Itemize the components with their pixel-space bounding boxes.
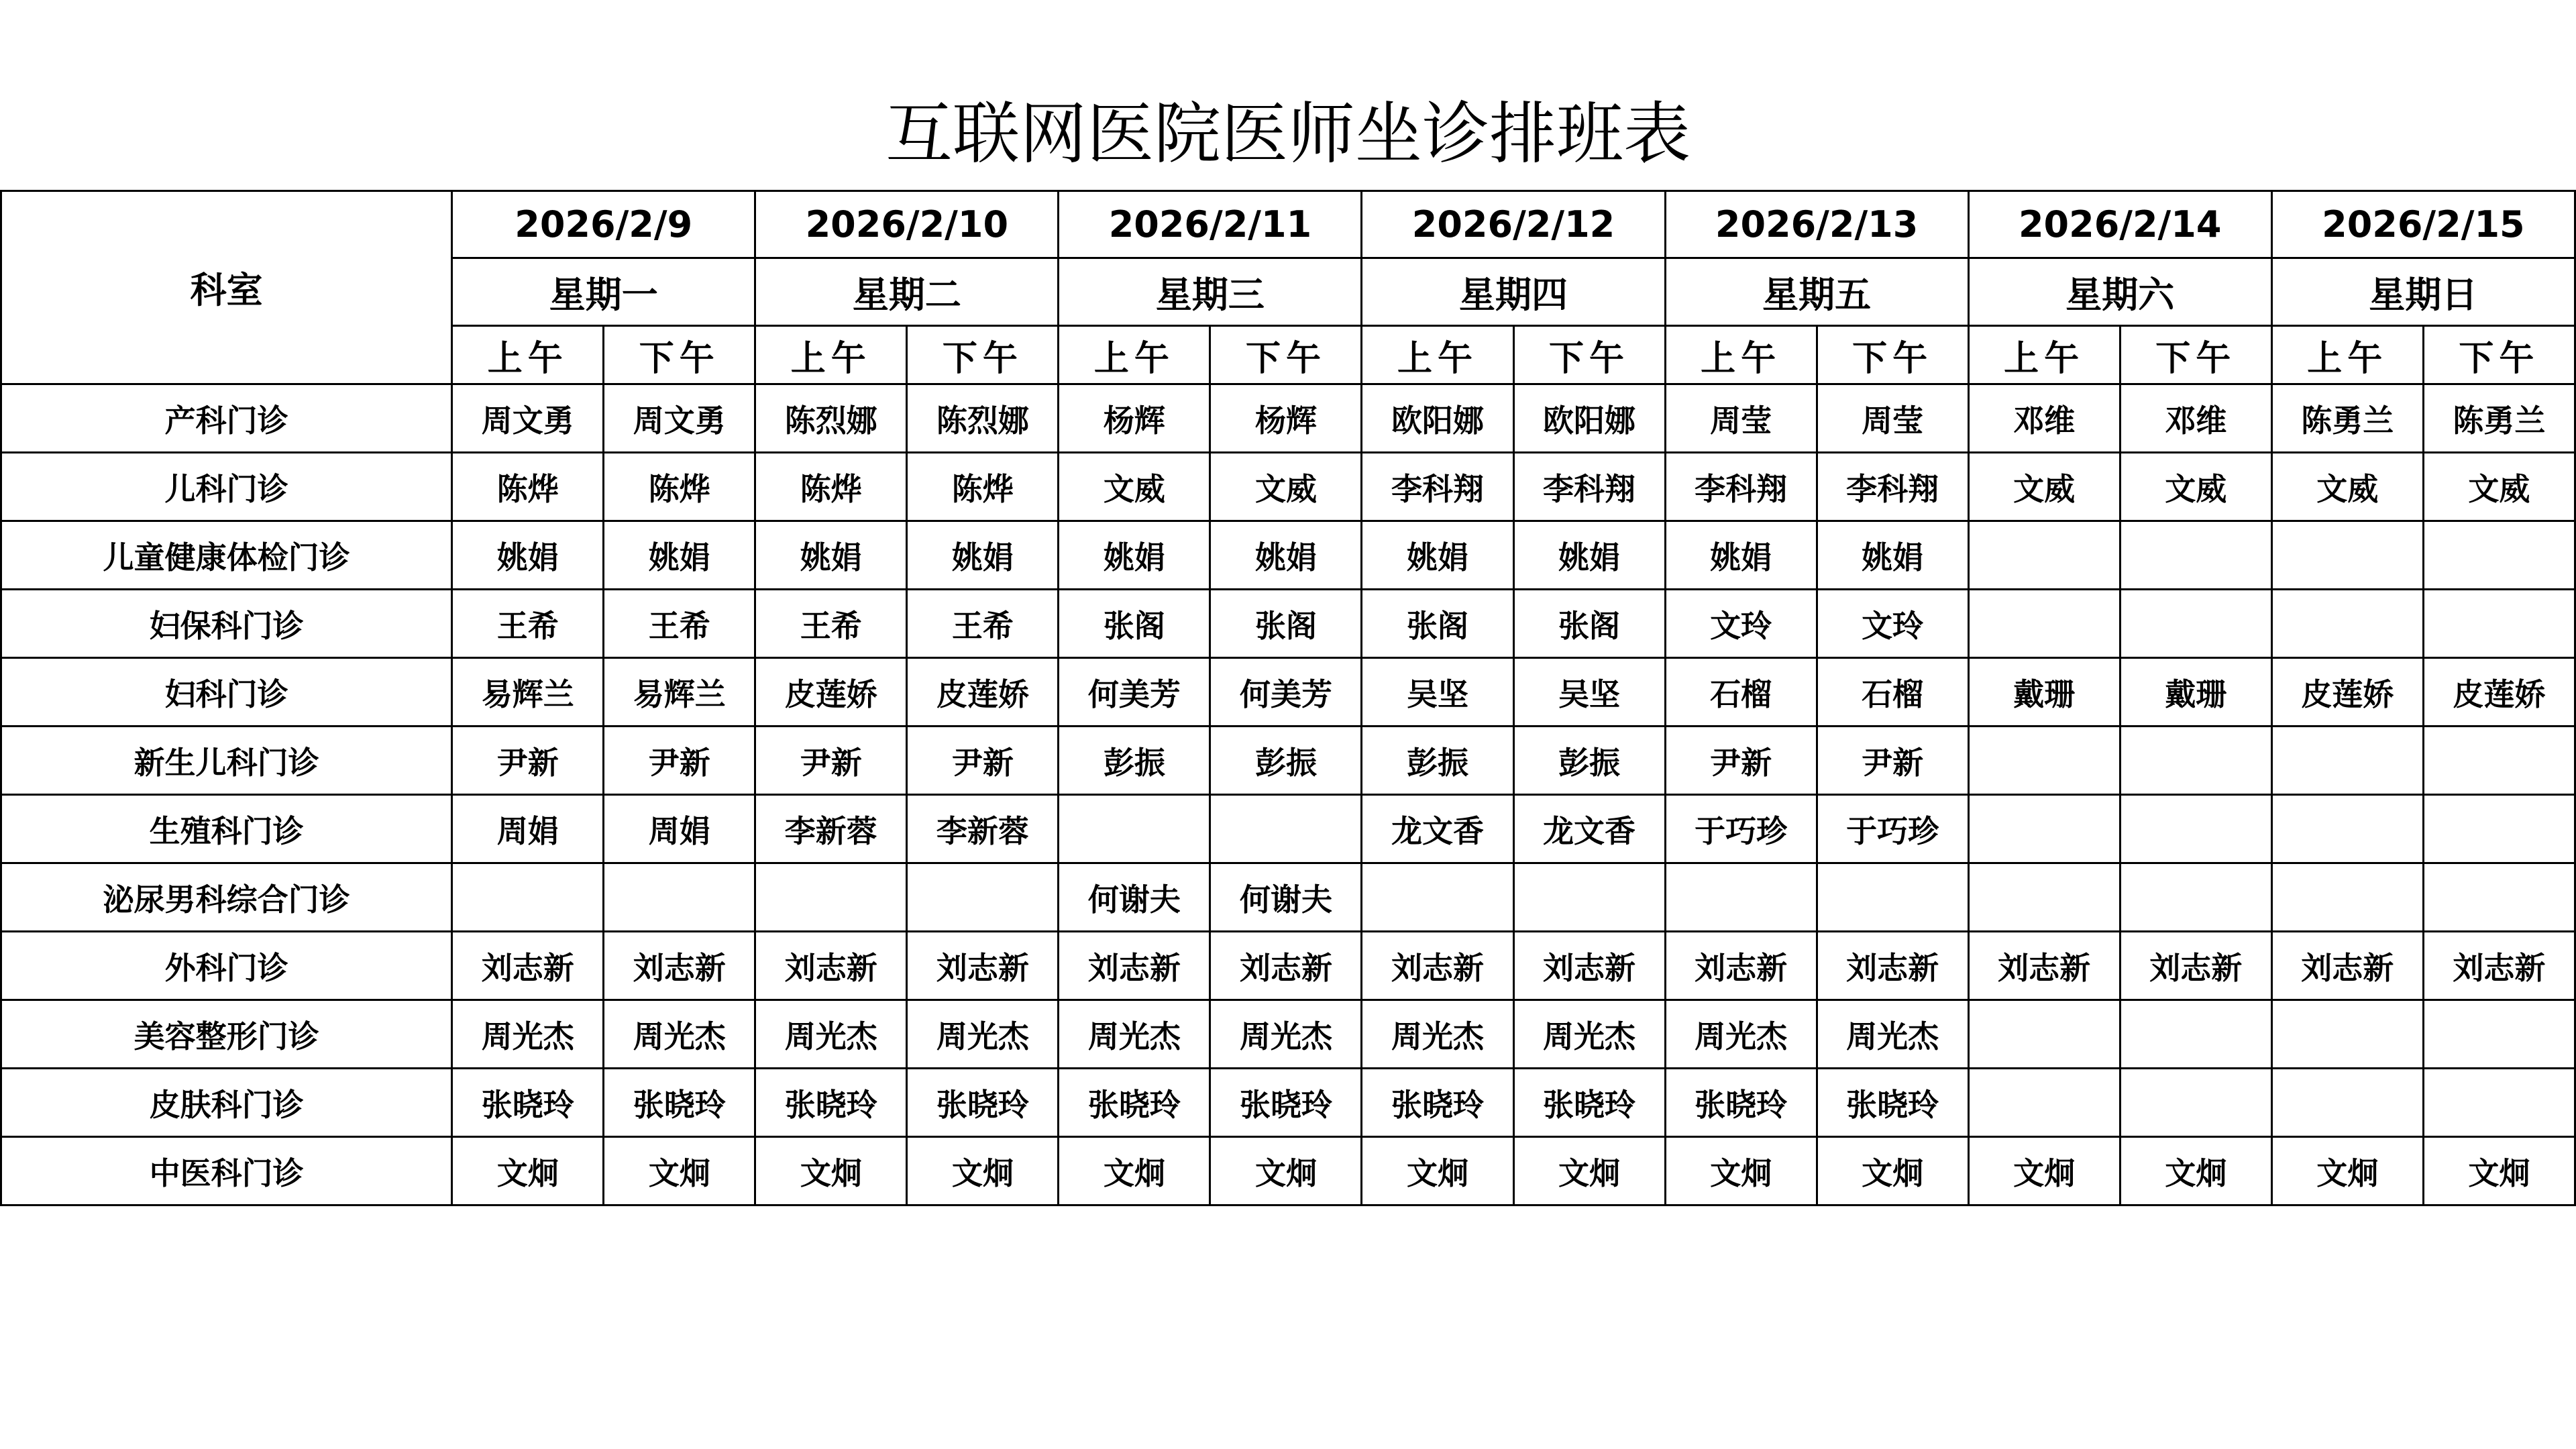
doctor-cell (2423, 1069, 2575, 1137)
doctor-cell: 王希 (452, 590, 604, 658)
doctor-cell (1059, 795, 1210, 863)
doctor-cell: 刘志新 (907, 932, 1059, 1000)
doctor-cell: 尹新 (1817, 727, 1968, 795)
doctor-cell (2271, 727, 2423, 795)
weekday-header: 星期一 (452, 258, 755, 326)
dept-name-cell: 妇科门诊 (1, 658, 452, 727)
doctor-cell: 陈勇兰 (2271, 384, 2423, 453)
doctor-cell: 周光杰 (1210, 1000, 1362, 1069)
doctor-cell: 刘志新 (1362, 932, 1513, 1000)
doctor-cell: 何美芳 (1210, 658, 1362, 727)
table-row (1, 1137, 2575, 1205)
doctor-cell (2423, 590, 2575, 658)
morning-header: 上午 (1362, 326, 1513, 384)
doctor-cell: 刘志新 (755, 932, 907, 1000)
weekday-header: 星期五 (1665, 258, 1968, 326)
doctor-cell (2120, 863, 2271, 932)
doctor-cell: 何美芳 (1059, 658, 1210, 727)
doctor-cell: 戴珊 (2120, 658, 2271, 727)
doctor-cell: 张晓玲 (1059, 1069, 1210, 1137)
doctor-cell (2120, 795, 2271, 863)
table-row (1, 932, 2575, 1000)
doctor-cell (1968, 1000, 2120, 1069)
doctor-cell: 文炯 (1059, 1137, 1210, 1205)
doctor-cell: 姚娟 (755, 521, 907, 590)
morning-header: 上午 (452, 326, 604, 384)
doctor-cell: 张阁 (1513, 590, 1665, 658)
doctor-cell: 尹新 (452, 727, 604, 795)
date-header: 2026/2/11 (1059, 191, 1362, 258)
doctor-cell: 姚娟 (604, 521, 755, 590)
weekday-header: 星期日 (2271, 258, 2575, 326)
doctor-cell (2271, 1000, 2423, 1069)
doctor-cell: 文威 (1210, 453, 1362, 521)
afternoon-header: 下午 (907, 326, 1059, 384)
doctor-cell: 欧阳娜 (1513, 384, 1665, 453)
doctor-cell: 文威 (1059, 453, 1210, 521)
doctor-cell: 周光杰 (907, 1000, 1059, 1069)
dept-name-cell: 皮肤科门诊 (1, 1069, 452, 1137)
doctor-cell: 刘志新 (2423, 932, 2575, 1000)
dept-name-cell: 儿童健康体检门诊 (1, 521, 452, 590)
doctor-cell: 周娟 (604, 795, 755, 863)
doctor-cell: 彭振 (1513, 727, 1665, 795)
doctor-cell: 陈勇兰 (2423, 384, 2575, 453)
doctor-cell: 陈烨 (755, 453, 907, 521)
doctor-cell: 尹新 (755, 727, 907, 795)
doctor-cell: 邓维 (1968, 384, 2120, 453)
doctor-cell (1210, 795, 1362, 863)
doctor-cell: 李科翔 (1513, 453, 1665, 521)
doctor-cell (1968, 590, 2120, 658)
doctor-cell: 张晓玲 (1665, 1069, 1817, 1137)
doctor-cell: 皮莲娇 (907, 658, 1059, 727)
doctor-cell: 杨辉 (1059, 384, 1210, 453)
doctor-cell: 李科翔 (1665, 453, 1817, 521)
doctor-cell: 文炯 (452, 1137, 604, 1205)
doctor-cell: 张晓玲 (604, 1069, 755, 1137)
doctor-cell: 陈烨 (907, 453, 1059, 521)
doctor-cell (2423, 795, 2575, 863)
doctor-cell: 刘志新 (1665, 932, 1817, 1000)
afternoon-header: 下午 (1210, 326, 1362, 384)
table-row (1, 521, 2575, 590)
doctor-cell: 文炯 (907, 1137, 1059, 1205)
doctor-cell: 张晓玲 (1362, 1069, 1513, 1137)
doctor-cell: 姚娟 (1362, 521, 1513, 590)
doctor-cell (604, 863, 755, 932)
doctor-cell: 皮莲娇 (2271, 658, 2423, 727)
doctor-cell: 李新蓉 (755, 795, 907, 863)
doctor-cell: 文炯 (604, 1137, 755, 1205)
doctor-cell: 刘志新 (1968, 932, 2120, 1000)
doctor-cell: 刘志新 (1210, 932, 1362, 1000)
dept-name-cell: 妇保科门诊 (1, 590, 452, 658)
doctor-cell (755, 863, 907, 932)
doctor-cell: 文威 (1968, 453, 2120, 521)
dept-name-cell: 产科门诊 (1, 384, 452, 453)
doctor-cell: 文玲 (1817, 590, 1968, 658)
doctor-cell: 尹新 (907, 727, 1059, 795)
date-header: 2026/2/12 (1362, 191, 1665, 258)
doctor-cell: 周光杰 (1513, 1000, 1665, 1069)
doctor-cell: 文炯 (2423, 1137, 2575, 1205)
table-row (1, 795, 2575, 863)
doctor-cell: 石榴 (1817, 658, 1968, 727)
table-row (1, 453, 2575, 521)
doctor-cell: 姚娟 (1513, 521, 1665, 590)
afternoon-header: 下午 (604, 326, 755, 384)
doctor-cell (2423, 863, 2575, 932)
doctor-cell: 姚娟 (1665, 521, 1817, 590)
doctor-cell: 龙文香 (1513, 795, 1665, 863)
doctor-cell: 刘志新 (2120, 932, 2271, 1000)
doctor-cell: 于巧珍 (1665, 795, 1817, 863)
doctor-cell: 张阁 (1059, 590, 1210, 658)
date-header: 2026/2/15 (2271, 191, 2575, 258)
doctor-cell: 文炯 (1513, 1137, 1665, 1205)
page-title: 互联网医院医师坐诊排班表 (885, 95, 1690, 173)
doctor-cell: 尹新 (1665, 727, 1817, 795)
dept-name-cell: 生殖科门诊 (1, 795, 452, 863)
doctor-cell (1968, 521, 2120, 590)
doctor-cell: 陈烨 (604, 453, 755, 521)
afternoon-header: 下午 (1513, 326, 1665, 384)
dept-name-cell: 美容整形门诊 (1, 1000, 452, 1069)
afternoon-header: 下午 (2120, 326, 2271, 384)
doctor-cell: 周文勇 (452, 384, 604, 453)
table-row (1, 863, 2575, 932)
doctor-cell: 周光杰 (755, 1000, 907, 1069)
doctor-cell: 姚娟 (907, 521, 1059, 590)
weekday-header: 星期六 (1968, 258, 2271, 326)
table-row (1, 1000, 2575, 1069)
doctor-cell (1968, 727, 2120, 795)
doctor-cell: 王希 (755, 590, 907, 658)
weekday-header: 星期二 (755, 258, 1059, 326)
schedule-header (1, 191, 2575, 384)
doctor-cell (2120, 521, 2271, 590)
doctor-cell: 周莹 (1665, 384, 1817, 453)
doctor-cell: 张晓玲 (452, 1069, 604, 1137)
doctor-cell: 张晓玲 (1817, 1069, 1968, 1137)
doctor-cell (2271, 1069, 2423, 1137)
doctor-cell: 欧阳娜 (1362, 384, 1513, 453)
doctor-cell: 石榴 (1665, 658, 1817, 727)
doctor-cell: 王希 (907, 590, 1059, 658)
dept-name-cell: 泌尿男科综合门诊 (1, 863, 452, 932)
doctor-cell: 姚娟 (1210, 521, 1362, 590)
doctor-cell: 吴坚 (1362, 658, 1513, 727)
date-header: 2026/2/9 (452, 191, 755, 258)
doctor-cell: 尹新 (604, 727, 755, 795)
doctor-cell (2423, 727, 2575, 795)
doctor-cell: 易辉兰 (604, 658, 755, 727)
doctor-cell: 周文勇 (604, 384, 755, 453)
doctor-cell: 文炯 (1968, 1137, 2120, 1205)
doctor-cell (2120, 590, 2271, 658)
doctor-cell (2423, 521, 2575, 590)
schedule-table (0, 190, 2576, 1206)
morning-header: 上午 (755, 326, 907, 384)
table-row (1, 1069, 2575, 1137)
doctor-cell (2271, 521, 2423, 590)
doctor-cell: 王希 (604, 590, 755, 658)
doctor-cell: 陈烈娜 (907, 384, 1059, 453)
doctor-cell: 刘志新 (1059, 932, 1210, 1000)
date-header: 2026/2/14 (1968, 191, 2271, 258)
doctor-cell: 姚娟 (452, 521, 604, 590)
doctor-cell (452, 863, 604, 932)
morning-header: 上午 (1059, 326, 1210, 384)
doctor-cell: 周光杰 (1817, 1000, 1968, 1069)
doctor-cell (2120, 1000, 2271, 1069)
doctor-cell: 周光杰 (1665, 1000, 1817, 1069)
doctor-cell: 周娟 (452, 795, 604, 863)
doctor-cell: 文炯 (755, 1137, 907, 1205)
dept-name-cell: 儿科门诊 (1, 453, 452, 521)
doctor-cell: 周光杰 (1362, 1000, 1513, 1069)
doctor-cell: 文威 (2423, 453, 2575, 521)
table-row (1, 384, 2575, 453)
doctor-cell: 皮莲娇 (755, 658, 907, 727)
morning-header: 上午 (2271, 326, 2423, 384)
dept-column-header: 科室 (1, 191, 452, 384)
doctor-cell: 杨辉 (1210, 384, 1362, 453)
doctor-cell (2120, 1069, 2271, 1137)
doctor-cell: 易辉兰 (452, 658, 604, 727)
doctor-cell: 周光杰 (452, 1000, 604, 1069)
doctor-cell: 张晓玲 (907, 1069, 1059, 1137)
doctor-cell: 陈烨 (452, 453, 604, 521)
doctor-cell (1968, 863, 2120, 932)
doctor-cell: 彭振 (1059, 727, 1210, 795)
doctor-cell: 戴珊 (1968, 658, 2120, 727)
doctor-cell: 刘志新 (604, 932, 755, 1000)
table-row (1, 658, 2575, 727)
date-header: 2026/2/13 (1665, 191, 1968, 258)
doctor-cell: 张晓玲 (1210, 1069, 1362, 1137)
weekday-header: 星期三 (1059, 258, 1362, 326)
doctor-cell: 文炯 (2271, 1137, 2423, 1205)
doctor-cell: 张晓玲 (755, 1069, 907, 1137)
doctor-cell (1817, 863, 1968, 932)
afternoon-header: 下午 (2423, 326, 2575, 384)
doctor-cell: 文炯 (1210, 1137, 1362, 1205)
doctor-cell: 陈烈娜 (755, 384, 907, 453)
dept-name-cell: 新生儿科门诊 (1, 727, 452, 795)
doctor-cell: 何谢夫 (1210, 863, 1362, 932)
doctor-cell: 文炯 (1362, 1137, 1513, 1205)
doctor-cell: 龙文香 (1362, 795, 1513, 863)
doctor-cell: 姚娟 (1059, 521, 1210, 590)
doctor-cell: 张晓玲 (1513, 1069, 1665, 1137)
doctor-cell: 何谢夫 (1059, 863, 1210, 932)
date-header: 2026/2/10 (755, 191, 1059, 258)
table-row (1, 590, 2575, 658)
doctor-cell: 文玲 (1665, 590, 1817, 658)
doctor-cell: 文威 (2120, 453, 2271, 521)
doctor-cell: 邓维 (2120, 384, 2271, 453)
doctor-cell (2423, 1000, 2575, 1069)
doctor-cell (2271, 863, 2423, 932)
doctor-cell: 周莹 (1817, 384, 1968, 453)
doctor-cell (2271, 795, 2423, 863)
doctor-cell: 于巧珍 (1817, 795, 1968, 863)
doctor-cell (907, 863, 1059, 932)
table-row (1, 727, 2575, 795)
morning-header: 上午 (1968, 326, 2120, 384)
doctor-cell: 张阁 (1362, 590, 1513, 658)
doctor-cell: 刘志新 (452, 932, 604, 1000)
dept-name-cell: 外科门诊 (1, 932, 452, 1000)
doctor-cell: 吴坚 (1513, 658, 1665, 727)
doctor-cell (1362, 863, 1513, 932)
doctor-cell (1513, 863, 1665, 932)
doctor-cell (2120, 727, 2271, 795)
doctor-cell: 李新蓉 (907, 795, 1059, 863)
doctor-cell: 彭振 (1210, 727, 1362, 795)
schedule-body (1, 384, 2575, 1205)
afternoon-header: 下午 (1817, 326, 1968, 384)
doctor-cell: 文炯 (1817, 1137, 1968, 1205)
doctor-cell: 周光杰 (1059, 1000, 1210, 1069)
doctor-cell: 文炯 (2120, 1137, 2271, 1205)
dept-name-cell: 中医科门诊 (1, 1137, 452, 1205)
doctor-cell: 李科翔 (1817, 453, 1968, 521)
doctor-cell: 张阁 (1210, 590, 1362, 658)
doctor-cell: 文威 (2271, 453, 2423, 521)
doctor-cell (1665, 863, 1817, 932)
doctor-cell: 李科翔 (1362, 453, 1513, 521)
doctor-cell: 刘志新 (1513, 932, 1665, 1000)
weekday-header: 星期四 (1362, 258, 1665, 326)
doctor-cell: 皮莲娇 (2423, 658, 2575, 727)
doctor-cell (1968, 1069, 2120, 1137)
doctor-cell (1968, 795, 2120, 863)
doctor-cell: 姚娟 (1817, 521, 1968, 590)
doctor-cell: 周光杰 (604, 1000, 755, 1069)
doctor-cell: 刘志新 (2271, 932, 2423, 1000)
morning-header: 上午 (1665, 326, 1817, 384)
doctor-cell: 刘志新 (1817, 932, 1968, 1000)
doctor-cell: 文炯 (1665, 1137, 1817, 1205)
doctor-cell (2271, 590, 2423, 658)
doctor-cell: 彭振 (1362, 727, 1513, 795)
